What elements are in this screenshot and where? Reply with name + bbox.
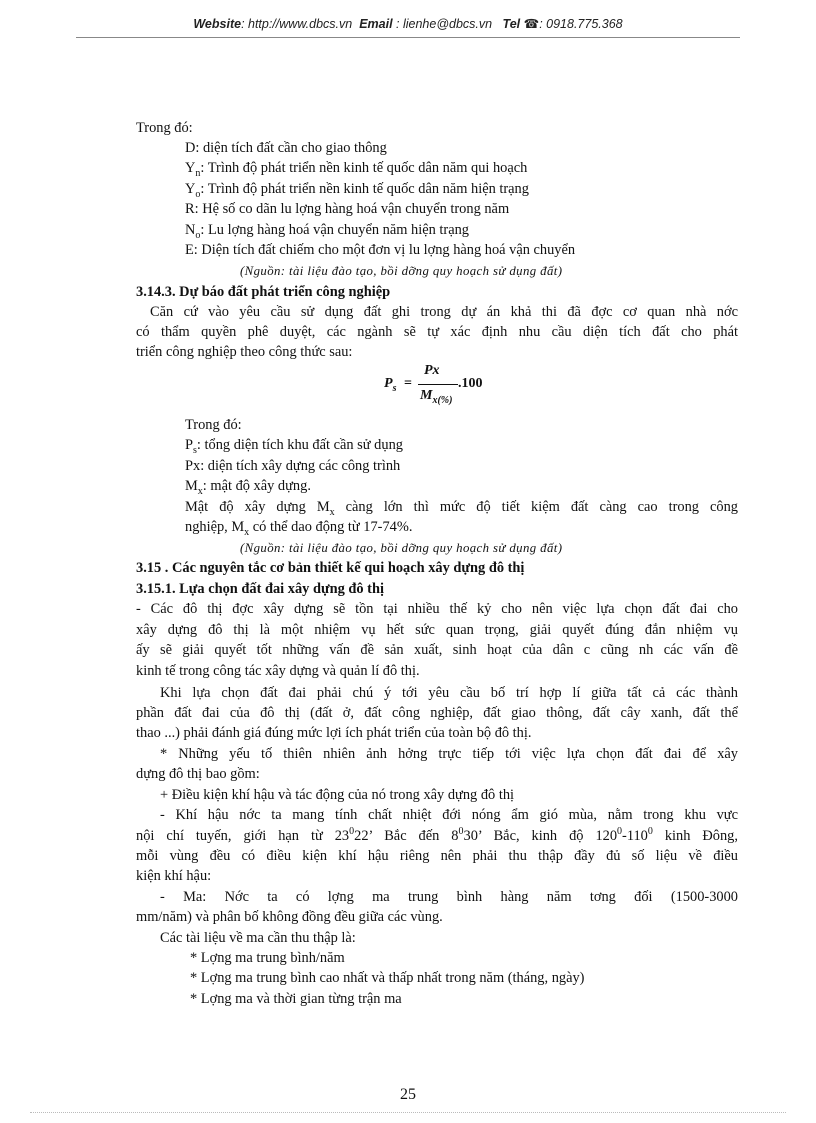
definition-no: $N_o$: Lu lợng hàng hoá vận chuyển năm hiện trạng: [185, 222, 469, 241]
phone-icon: ☎: [523, 17, 540, 31]
formula: [382, 364, 502, 406]
website-value: : http://www.dbcs.vn: [241, 17, 353, 31]
tel-value: : 0918.775.368: [539, 17, 623, 31]
list-item: * Lợng ma trung bình/năm: [190, 950, 345, 966]
source-citation: (Nguồn: tài liệu đào tạo, bồi dỡng quy hoạch sử dụng đất): [240, 541, 563, 555]
tel-label: Tel: [502, 17, 521, 31]
paragraph-line: - Ma: Nớc ta có lợng ma trung bình hàng năm tơng đối (1500-3000: [160, 889, 738, 905]
intro-text: Trong đó:: [136, 120, 193, 136]
paragraph-line: dựng đô thị bao gồm:: [136, 766, 260, 782]
paragraph-line: * Những yếu tố thiên nhiên ảnh hởng trực tiếp tới việc lựa chọn đất đai để xây: [160, 746, 738, 762]
paragraph-line: nghiệp, $M_x$ có thể dao động từ 17-74%.: [185, 519, 413, 538]
paragraph-line: ấy sẽ giải quyết tốt những vấn đề sản xuất, sinh hoạt của dân c cũng nh các vấn đề: [136, 642, 738, 658]
paragraph-line: + Điều kiện khí hậu và tác động của nó trong xây dựng đô thị: [160, 787, 515, 803]
paragraph-line: Căn cứ vào yêu cầu sử dụng đất ghi trong dự án khả thi đã đợc cơ quan nhà nớc: [150, 304, 738, 320]
fraction-bar: [418, 384, 458, 385]
formula-numerator: Px: [424, 363, 440, 378]
footer-divider: [30, 1112, 786, 1113]
definition-d: D: diện tích đất cần cho giao thông: [185, 140, 387, 156]
list-item: * Lợng ma trung bình cao nhất và thấp nhất trong năm (tháng, ngày): [190, 970, 585, 986]
definition-ps: $P_s$: tổng diện tích khu đất cần sử dụng: [185, 437, 403, 456]
section-heading: 3.15 . Các nguyên tắc cơ bản thiết kế qui hoạch xây dựng đô thị: [136, 560, 525, 576]
subsection-heading: 3.15.1. Lựa chọn đất đai xây dựng đô thị: [136, 581, 384, 597]
paragraph-line: mm/năm) và phân bố không đồng đều giữa các vùng.: [136, 909, 443, 925]
page-number: 25: [400, 1086, 416, 1103]
paragraph-line: có thẩm quyền phê duyệt, các ngành sẽ tự xác định nhu cầu diện tích đất cho phát: [136, 324, 738, 340]
definition-mx: $M_x$: mật độ xây dựng.: [185, 478, 311, 497]
formula-equals: =: [404, 376, 412, 391]
paragraph-line: mỗi vùng đều có điều kiện khí hậu riêng nên phải thu thập đầy đủ số liệu về điều: [136, 848, 738, 864]
definition-yo: $Y_o$: Trình độ phát triển nền kinh tế quốc dân năm hiện trạng: [185, 181, 529, 200]
definition-px: Px: diện tích xây dựng các công trình: [185, 458, 401, 474]
email-value: : lienhe@dbcs.vn: [396, 17, 493, 31]
paragraph-line: Mật độ xây dựng $M_x$ càng lớn thì mức độ tiết kiệm đất càng cao trong công: [185, 499, 738, 518]
website-label: Website: [193, 17, 242, 31]
formula-denominator: $M_{x(\%)}$: [420, 388, 453, 406]
formula-multiplier: .100: [458, 376, 483, 391]
paragraph-line: thao ...) phải đánh giá đúng mức lợi ích phát triển của toàn bộ đô thị.: [136, 725, 532, 741]
list-item: * Lợng ma và thời gian từng trận ma: [190, 991, 402, 1007]
definition-r: R: Hệ số co dãn lu lợng hàng hoá vận chuyển trong năm: [185, 201, 510, 217]
paragraph-line: nội chí tuyến, giới hạn từ $23^022$’ Bắc đến $8^030$’ Bắc, kinh độ $120^0-110^0$ kinh Đông,: [136, 826, 738, 844]
definition-e: E: Diện tích đất chiếm cho một đơn vị lu lợng hàng hoá vận chuyển: [185, 242, 576, 258]
intro-text: Trong đó:: [185, 417, 242, 433]
paragraph-line: - Các đô thị đợc xây dựng sẽ tồn tại nhiều thế kỷ cho nên việc lựa chọn đất đai cho: [136, 601, 738, 617]
section-heading: 3.14.3. Dự báo đất phát triển công nghiệp: [136, 284, 391, 300]
definition-yn: $Y_n$: Trình độ phát triển nền kinh tế quốc dân năm qui hoạch: [185, 160, 528, 179]
page-header: [0, 16, 816, 31]
header-divider: [76, 37, 740, 38]
paragraph-line: - Khí hậu nớc ta mang tính chất nhiệt đới nóng ẩm gió mùa, nằm trong khu vực: [160, 807, 738, 823]
paragraph-line: kinh tế trong công tác xây dựng và quản lí đô thị.: [136, 663, 420, 679]
formula-lhs: $P_s$: [384, 376, 397, 394]
paragraph-line: phần đất đai của đô thị (đất ở, đất công nghiệp, đất giao thông, đất cây xanh, đất thể: [136, 705, 738, 721]
paragraph-line: Khi lựa chọn đất đai phải chú ý tới yêu cầu bố trí hợp lí giữa tất cả các thành: [160, 685, 738, 701]
source-citation: (Nguồn: tài liệu đào tạo, bồi dỡng quy hoạch sử dụng đất): [240, 264, 563, 278]
paragraph-line: triển công nghiệp theo công thức sau:: [136, 344, 353, 360]
paragraph-line: xây dựng đô thị là một nhiệm vụ hết sức quan trọng, giải quyết đúng đắn nhiệm vụ: [136, 622, 738, 638]
paragraph-line: kiện khí hậu:: [136, 868, 212, 884]
email-label: Email: [359, 17, 393, 31]
paragraph-line: Các tài liệu về ma cần thu thập là:: [160, 930, 356, 946]
